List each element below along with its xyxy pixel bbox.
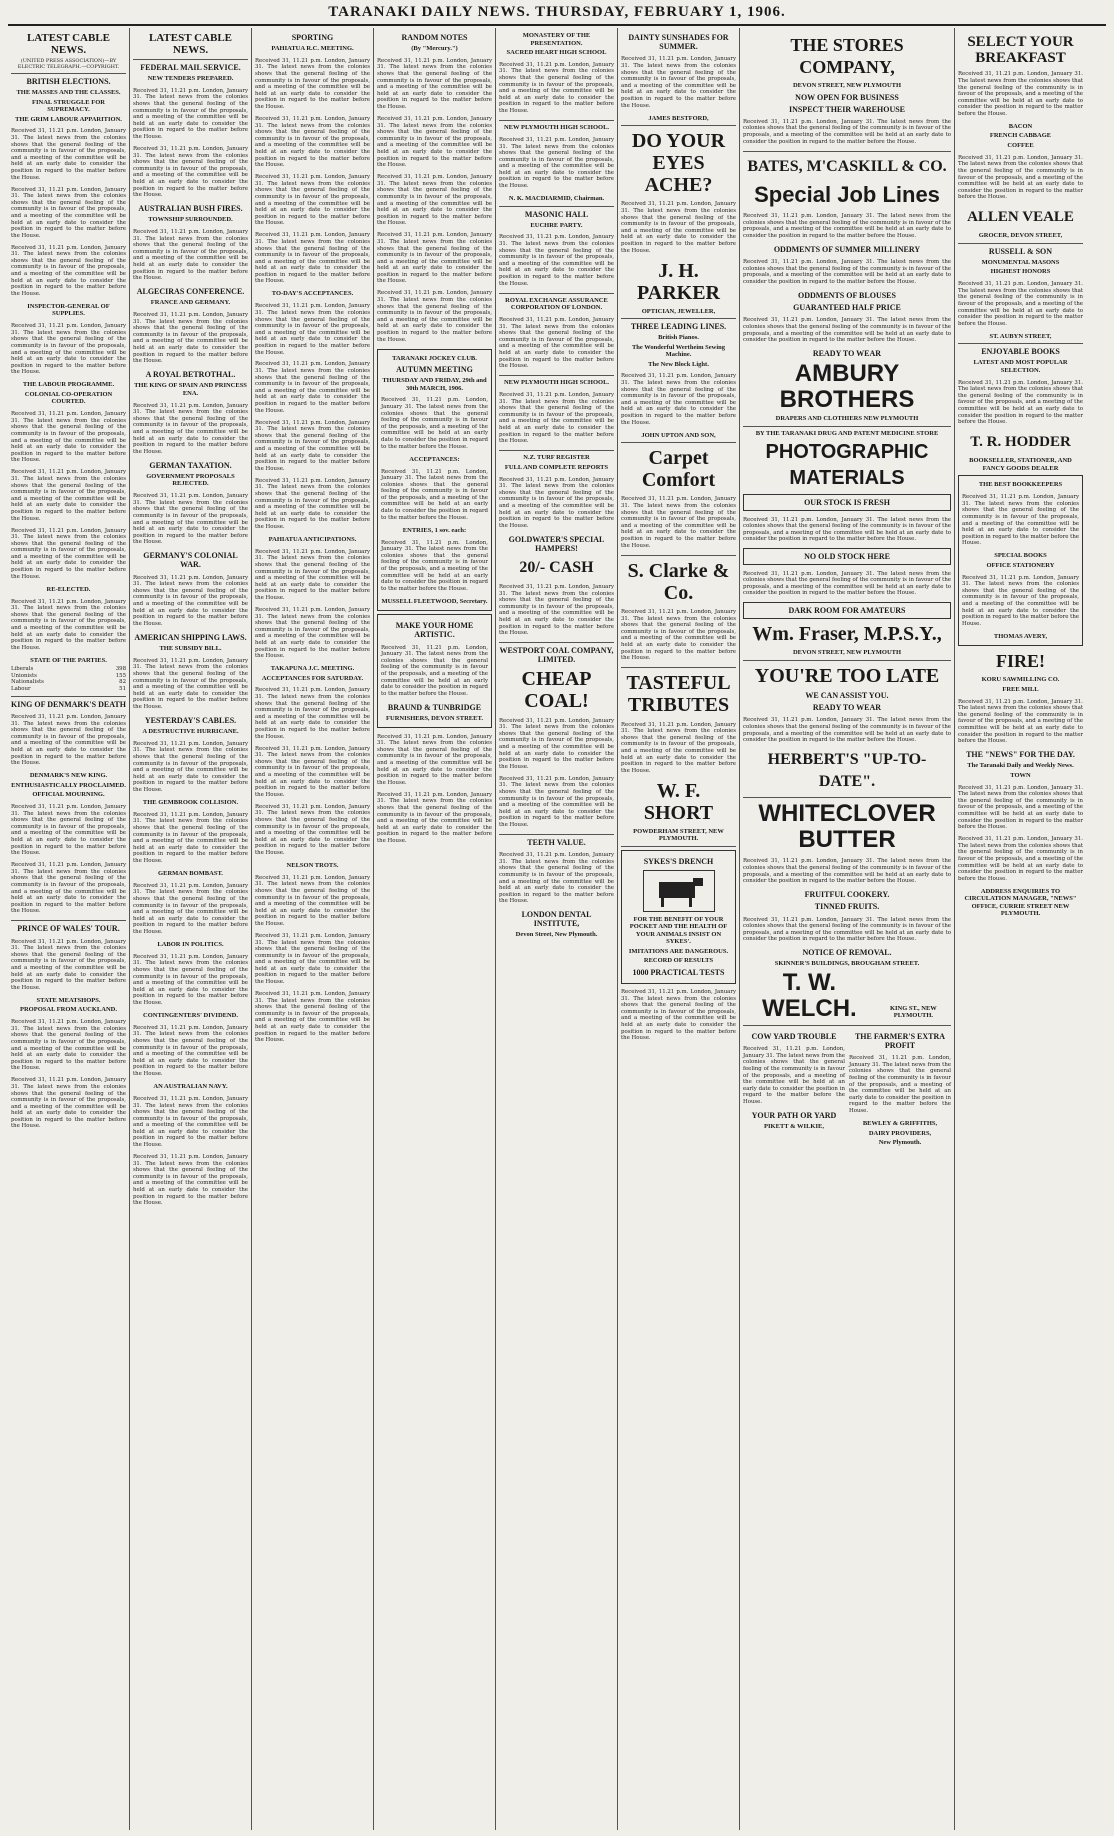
photo-fresh: OUR STOCK IS FRESH	[743, 494, 951, 511]
carpet-comfort-headline: Carpet Comfort	[641, 447, 716, 492]
body-text: Received 31, 11.21 p.m. London, January 31. The latest news from the colonies shows that the general feeling of the community is in favour of the proposals, and a meeting of the committee will be held at an early date to consider the position in regard to the matter before the House.	[499, 136, 614, 190]
farmer-title: THE FARMER'S EXTRA PROFIT	[854, 1031, 946, 1050]
body-text: Received 31, 11.21 p.m. London, January 31. The latest news from the colonies shows that the general feeling of the community is in favour of the proposals, and a meeting of the committee will be held at an early date to consider the position in regard to the matter before the House.	[958, 698, 1083, 745]
col1-sec3b: COLONIAL CO-OPERATION COURTED.	[24, 390, 113, 406]
office-stationery: OFFICE STATIONERY	[986, 561, 1055, 569]
bates-millinery: ODDMENTS OF SUMMER MILLINERY	[773, 244, 921, 254]
ad-signature: JAMES BESTFORD,	[648, 114, 709, 122]
col3-heading: SPORTING	[291, 33, 334, 42]
ad-record: RECORD OF RESULTS	[643, 957, 714, 965]
body-text: Received 31, 11.21 p.m. London, January 31. The latest news from the colonies shows that the general feeling of the community is in favour of the proposals, and a meeting of the committee will be held at an early date to consider the position in regard to the matter before the House.	[255, 606, 370, 660]
col1-sec9: STATE MEATSHOPS.	[36, 996, 101, 1004]
body-text: Received 31, 11.21 p.m. London, January 31. The latest news from the colonies shows that the general feeling of the community is in favour of the proposals, and a meeting of the committee will be held at an early date to consider the position in regard to the matter before the House.	[255, 548, 370, 601]
ad-subtitle: OPTICIAN, JEWELLER,	[641, 307, 716, 315]
col1-sec5: STATE OF THE PARTIES.	[30, 656, 107, 664]
col2-sec5: GERMAN TAXATION.	[149, 460, 232, 470]
body-text: Received 31, 11.21 p.m. London, January 31. The latest news from the colonies shows that the general feeling of the community is in favour of the proposals, and a meeting of the committee will be held at an early date to consider the position in regard to the matter before the House.	[499, 476, 614, 529]
books-headline: ENJOYABLE BOOKS	[981, 347, 1060, 357]
notice-title: TEETH VALUE.	[527, 837, 586, 847]
ad-acceptances: ACCEPTANCES:	[409, 455, 460, 463]
russell-address: ST. AUBYN STREET,	[989, 332, 1052, 340]
col2-sec2: AUSTRALIAN BUSH FIRES.	[138, 204, 243, 214]
body-text: Received 31, 11.21 p.m. London, January 31. The latest news from the colonies shows that the general feeling of the community is in favour of the proposals, and a meeting of the committee will be held at an early date to consider the position in regard to the matter before the House.	[962, 494, 1079, 547]
body-text: Received 31, 11.21 p.m. London, January 31. The latest news from the colonies shows that the general feeling of the community is in favour of the proposals, and a meeting of the committee will be held at an early date to consider the position in regard to the matter before the House.	[255, 57, 370, 111]
skinner-address: SKINNER'S BUILDINGS, BROUGHAM STREET.	[774, 960, 920, 968]
ad-company: W. F. SHORT	[643, 779, 714, 824]
col1-sec1d: THE GRIM LABOUR APPARITION.	[15, 115, 122, 123]
col-sporting	[252, 28, 374, 1830]
party-row: Liberals 398	[11, 666, 126, 673]
photo-dark-room: DARK ROOM FOR AMATEURS	[743, 602, 951, 619]
body-text: Received 31, 11.21 p.m. London, January 31. The latest news from the colonies shows that the general feeling of the community is in favour of the proposals, and a meeting of the committee will be held at an early date to consider the position in regard to the matter before the House.	[377, 733, 492, 786]
tributes-headline: TASTEFUL TRIBUTES	[626, 672, 731, 717]
body-text: Received 31, 11.21 p.m. London, January 31. The latest news from the colonies shows that the general feeling of the community is in favour of the proposals, and a meeting of the committee will be held at an early date to consider the position in regard to the matter before the House.	[377, 57, 492, 111]
body-text: Received 31, 11.21 p.m. London, January 31. The latest news from the colonies shows that the general feeling of the community is in favour of the proposals, and a meeting of the committee will be held at an early date to consider the position in regard to the matter before the House.	[743, 1046, 845, 1106]
bacon: BACON	[1008, 122, 1033, 130]
bates-headline: BATES, M'CASKILL & CO.	[747, 157, 947, 175]
notice-title: WESTPORT COAL COMPANY, LIMITED.	[499, 646, 614, 665]
body-text: Received 31, 11.21 p.m. London, January 31. The latest news from the colonies shows that the general feeling of the community is in favour of the proposals, and a meeting of the committee will be held at an early date to consider the position in regard to the matter before the House.	[133, 402, 248, 455]
cheap-coal-headline: CHEAP COAL!	[521, 668, 592, 713]
col2-sec8: YESTERDAY'S CABLES.	[144, 715, 237, 725]
body-text: Received 31, 11.21 p.m. London, January 31. The latest news from the colonies shows that the general feeling of the community is in favour of the proposals, and a meeting of the committee will be held at an early date to consider the position in regard to the matter before the House.	[11, 411, 126, 464]
ad-company: JOHN UPTON AND SON,	[641, 431, 716, 439]
notice-title: NEW PLYMOUTH HIGH SCHOOL.	[503, 379, 610, 387]
fruitful-cookery: FRUITFUL COOKERY.	[804, 890, 890, 900]
body-text: Received 31, 11.21 p.m. London, January 31. The latest news from the colonies shows that the general feeling of the community is in favour of the proposals, and a meeting of the committee will be held at an early date to consider the position in regard to the matter before the House.	[133, 740, 248, 793]
ad-company: J. H. PARKER	[637, 259, 720, 304]
farmer-ad	[849, 1029, 951, 1149]
bookkeepers-title: THE BEST BOOKKEEPERS	[978, 481, 1063, 489]
body-text: Received 31, 11.21 p.m. London, January 31. The latest news from the colonies shows that the general feeling of the community is in favour of the proposals, and a meeting of the committee will be held at an early date to consider the position in regard to the matter before the House.	[255, 116, 370, 169]
fraser-address: DEVON STREET, NEW PLYMOUTH	[792, 649, 902, 657]
notice-title: MONASTERY OF THE PRESENTATION.	[522, 32, 591, 47]
body-text: Received 31, 11.21 p.m. London, January 31. The latest news from the colonies shows that the general feeling of the community is in favour of the proposals, and a meeting of the committee will be held at an early date to consider the position in regard to the matter before the House.	[133, 146, 248, 199]
col2-sec2b: TOWNSHIP SURROUNDED.	[148, 216, 233, 224]
coffee: COFFEE	[1007, 141, 1034, 149]
col1-sec1: BRITISH ELECTIONS.	[26, 77, 111, 86]
body-text: Received 31, 11.21 p.m. London, January 31. The latest news from the colonies shows that the general feeling of the community is in favour of the proposals, and a meeting of the committee will be held at an early date to consider the position in regard to the matter before the House.	[958, 71, 1083, 117]
bates-half-price: GUARANTEED HALF PRICE	[793, 302, 901, 312]
col-notices	[496, 28, 618, 1830]
body-text: Received 31, 11.21 p.m. London, January 31. The latest news from the colonies shows that the general feeling of the community is in favour of the proposals, and a meeting of the committee will be held at an early date to consider the position in regard to the matter before the House.	[133, 493, 248, 546]
ambury-sub: DRAPERS AND CLOTHIERS NEW PLYMOUTH	[775, 415, 919, 423]
body-text: Received 31, 11.21 p.m. London, January 31. The latest news from the colonies shows that the general feeling of the community is in favour of the proposals, and a meeting of the committee will be held at an early date to consider the position in regard to the matter before the House.	[499, 61, 614, 115]
ad-entries: ENTRIES, 1 sov. each:	[402, 526, 467, 534]
body-text: Received 31, 11.21 p.m. London, January 31. The latest news from the colonies shows that the general feeling of the community is in favour of the proposals, and a meeting of the committee will be held at an early date to consider the position in regard to the matter before the House.	[849, 1055, 951, 1115]
body-text: Received 31, 11.21 p.m. London, January 31. The latest news from the colonies shows that the general feeling of the community is in favour of the proposals, and a meeting of the committee will be held at an early date to consider the position in regard to the matter before the House.	[621, 721, 736, 774]
body-text: Received 31, 11.21 p.m. London, January 31. The latest news from the colonies shows that the general feeling of the community is in favour of the proposals, and a meeting of the committee will be held at an early date to consider the position in regard to the matter before the House.	[133, 1095, 248, 1149]
body-text: Received 31, 11.21 p.m. London, January 31. The latest news from the colonies shows that the general feeling of the community is in favour of the proposals, and a meeting of the committee will be held at an early date to consider the position in regard to the matter before the House.	[743, 213, 951, 239]
bates-ready: READY TO WEAR	[812, 349, 882, 359]
body-text: Received 31, 11.21 p.m. London, January 31. The latest news from the colonies shows that the general feeling of the community is in favour of the proposals, and a meeting of the committee will be held at an early date to consider the position in regard to the matter before the House.	[11, 938, 126, 991]
notice-signature: N. K. MACDIARMID, Chairman.	[508, 195, 605, 203]
ad-subtitle: AUTUMN MEETING	[396, 365, 473, 375]
party-row: Unionists 155	[11, 672, 126, 679]
russell-headline: RUSSELL & SON	[988, 246, 1053, 256]
body-text: Received 31, 11.21 p.m. London, January 31. The latest news from the colonies shows that the general feeling of the community is in favour of the proposals, and a meeting of the committee will be held at an early date to consider the position in regard to the matter before the House.	[499, 775, 614, 828]
welch-address: KING ST., NEW PLYMOUTH.	[889, 1004, 937, 1020]
french-cabbage: FRENCH CABBAGE	[989, 132, 1052, 140]
body-text: Received 31, 11.21 p.m. London, January 31. The latest news from the colonies shows that the general feeling of the community is in favour of the proposals, and a meeting of the committee will be held at an early date to consider the position in regard to the matter before the House.	[11, 1019, 126, 1072]
body-text: Received 31, 11.21 p.m. London, January 31. The latest news from the colonies shows that the general feeling of the community is in favour of the proposals, and a meeting of the committee will be held at an early date to consider the position in regard to the matter before the House.	[133, 574, 248, 627]
ad-warning: IMITATIONS ARE DANGEROUS.	[628, 947, 729, 955]
body-text: Received 31, 11.21 p.m. London, January 31. The latest news from the colonies shows that the general feeling of the community is in favour of the proposals, and a meeting of the committee will be held at an early date to consider the position in regard to the matter before the House.	[255, 303, 370, 356]
ad-address: POWDERHAM STREET, NEW PLYMOUTH.	[633, 827, 724, 843]
circulation-address: ADDRESS ENQUIRIES TO CIRCULATION MANAGER, "NEWS" OFFICE, CURRIE STREET NEW PLYMOUTH.	[964, 887, 1077, 918]
body-text: Received 31, 11.21 p.m. London, January 31. The latest news from the colonies shows that the general feeling of the community is in favour of the proposals, and a meeting of the committee will be held at an early date to consider the position in regard to the matter before the House.	[133, 312, 248, 365]
col4-by: (By "Mercury.")	[411, 45, 458, 52]
body-text: Received 31, 11.21 p.m. London, January 31. The latest news from the colonies shows that the general feeling of the community is in favour of the proposals, and a meeting of the committee will be held at an early date to consider the position in regard to the matter before the House.	[743, 118, 951, 145]
late-ready: READY TO WEAR	[812, 702, 882, 712]
body-text: Received 31, 11.21 p.m. London, January 31. The latest news from the colonies shows that the general feeling of the community is in favour of the proposals, and a meeting of the committee will be held at an early date to consider the position in regard to the matter before the House.	[133, 1154, 248, 1207]
whiteclover-headline: WHITECLOVER BUTTER	[758, 800, 936, 854]
col-cable-news-2	[130, 28, 252, 1830]
books-sub: LATEST AND MOST POPULAR SELECTION.	[973, 359, 1068, 374]
col2-heading: LATEST CABLE NEWS.	[148, 32, 233, 56]
ambury-headline: AMBURY BROTHERS	[779, 360, 915, 414]
col2-sec6: GERMANY'S COLONIAL WAR.	[143, 551, 238, 570]
col1-heading: LATEST CABLE NEWS.	[26, 32, 111, 56]
col-far-right	[955, 28, 1086, 1830]
body-text: Received 31, 11.21 p.m. London, January 31. The latest news from the colonies shows that the general feeling of the community is in favour of the proposals, and a meeting of the committee will be held at an early date to consider the position in regard to the matter before the House.	[743, 717, 951, 744]
bewley-sub: DAIRY PROVIDERS,	[868, 1129, 932, 1137]
body-text: Received 31, 11.21 p.m. London, January 31. The latest news from the colonies shows that the general feeling of the community is in favour of the proposals, and a meeting of the committee will be held at an early date to consider the position in regard to the matter before the House.	[11, 244, 126, 297]
body-text: Received 31, 11.21 p.m. London, January 31. The latest news from the colonies shows that the general feeling of the community is in favour of the proposals, and a meeting of the committee will be held at an early date to consider the position in regard to the matter before the House.	[11, 713, 126, 767]
body-text: Received 31, 11.21 p.m. London, January 31. The latest news from the colonies shows that the general feeling of the community is in favour of the proposals, and a meeting of the committee will be held at an early date to consider the position in regard to the matter before the House.	[621, 56, 736, 109]
body-text: Received 31, 11.21 p.m. London, January 31. The latest news from the colonies shows that the general feeling of the community is in favour of the proposals, and a meeting of the committee will be held at an early date to consider the position in regard to the matter before the House.	[255, 477, 370, 530]
body-text: Received 31, 11.21 p.m. London, January 31. The latest news from the colonies shows that the general feeling of the community is in favour of the proposals, and a meeting of the committee will be held at an early date to consider the position in regard to the matter before the House.	[255, 232, 370, 285]
notice-title: ROYAL EXCHANGE ASSURANCE CORPORATION OF LONDON.	[505, 296, 608, 312]
body-text: Received 31, 11.21 p.m. London, January 31. The latest news from the colonies shows that the general feeling of the community is in favour of the proposals, and a meeting of the committee will be held at an early date to consider the position in regard to the matter before the House.	[958, 836, 1083, 882]
body-text: Received 31, 11.21 p.m. London, January 31. The latest news from the colonies shows that the general feeling of the community is in favour of the proposals, and a meeting of the committee will be held at an early date to consider the position in regard to the matter before the House.	[255, 419, 370, 472]
towns-label: TOWN	[1010, 771, 1031, 779]
koru-sub: FREE MILL	[1002, 685, 1039, 693]
notice-company: LONDON DENTAL INSTITUTE,	[521, 910, 592, 929]
body-text: Received 31, 11.21 p.m. London, January 31. The latest news from the colonies shows that the general feeling of the community is in favour of the proposals, and a meeting of the committee will be held at an early date to consider the position in regard to the matter before the House.	[133, 229, 248, 282]
body-text: Received 31, 11.21 p.m. London, January 31. The latest news from the colonies shows that the general feeling of the community is in favour of the proposals, and a meeting of the committee will be held at an early date to consider the position in regard to the matter before the House.	[133, 882, 248, 935]
body-text: Received 31, 11.21 p.m. London, January 31. The latest news from the colonies shows that the general feeling of the community is in favour of the proposals, and a meeting of the committee will be held at an early date to consider the position in regard to the matter before the House.	[133, 87, 248, 141]
welch-headline: T. W. WELCH.	[762, 968, 857, 1022]
ad-secretary: MUSSELL FLEETWOOD, Secretary.	[381, 597, 488, 605]
col4-heading: RANDOM NOTES	[401, 33, 468, 42]
ad-title: SYKES'S DRENCH	[643, 856, 714, 866]
late-headline: YOU'RE TOO LATE	[754, 664, 940, 687]
bewley-place: New Plymouth.	[878, 1139, 922, 1147]
ad-item: The Wonderful Wertheim Sewing Machine.	[631, 343, 726, 359]
col2-sec3: ALGECIRAS CONFERENCE.	[136, 287, 245, 297]
breakfast-headline: SELECT YOUR BREAKFAST	[967, 34, 1074, 66]
ad-item: The New Block Light.	[648, 360, 709, 368]
ad-dates: THURSDAY AND FRIDAY, 29th and 30th MARCH, 1906.	[382, 377, 487, 392]
stores-headline: THE STORES COMPANY,	[790, 35, 904, 77]
body-text: Received 31, 11.21 p.m. London, January 31. The latest news from the colonies shows that the general feeling of the community is in favour of the proposals, and a meeting of the committee will be held at an early date to consider the position in regard to the matter before the House.	[381, 468, 488, 521]
body-text: Received 31, 11.21 p.m. London, January 31. The latest news from the colonies shows that the general feeling of the community is in favour of the proposals, and a meeting of the committee will be held at an early date to consider the position in regard to the matter before the House.	[377, 290, 492, 343]
bates-blouses: ODDMENTS OF BLOUSES	[798, 290, 896, 300]
body-text: Received 31, 11.21 p.m. London, January 31. The latest news from the colonies shows that the general feeling of the community is in favour of the proposals, and a meeting of the committee will be held at an early date to consider the position in regard to the matter before the House.	[377, 116, 492, 169]
ad-title: DAINTY SUNSHADES FOR SUMMER.	[628, 33, 729, 51]
hodder-headline: T. R. HODDER	[970, 434, 1071, 451]
russell-honours: HIGHEST HONORS	[990, 268, 1051, 276]
cow-yard-ads	[743, 1029, 951, 1149]
notice-title: MASONIC HALL	[524, 209, 589, 219]
eyes-ache-headline: DO YOUR EYES ACHE?	[631, 130, 726, 197]
body-text: Received 31, 11.21 p.m. London, January 31. The latest news from the colonies shows that the general feeling of the community is in favour of the proposals, and a meeting of the committee will be held at an early date to consider the position in regard to the matter before the House.	[255, 874, 370, 927]
pikett-name: PIKETT & WILKIE,	[764, 1123, 824, 1131]
body-text: Received 31, 11.21 p.m. London, January 31. The latest news from the colonies shows that the general feeling of the community is in favour of the proposals, and a meeting of the committee will be held at an early date to consider the position in regard to the matter before the House.	[743, 516, 951, 543]
body-text: Received 31, 11.21 p.m. London, January 31. The latest news from the colonies shows that the general feeling of the community is in favour of the proposals, and a meeting of the committee will be held at an early date to consider the position in regard to the matter before the House.	[255, 803, 370, 856]
col2-sec12: CONTINGENTERS' DIVIDEND.	[143, 1011, 238, 1019]
cow-yard-title: COW YARD TROUBLE	[751, 1031, 837, 1041]
col1-sec4: RE-ELECTED.	[46, 585, 91, 593]
fraser-headline: Wm. Fraser, M.P.S.Y.,	[752, 623, 942, 646]
koru-name: KORU SAWMILLING CO.	[981, 676, 1060, 684]
photo-headline: PHOTOGRAPHIC MATERIALS	[765, 441, 929, 490]
col3-sec3: PAHIATUA ANTICIPATIONS.	[268, 535, 357, 543]
body-text: Received 31, 11.21 p.m. London, January 31. The latest news from the colonies shows that the general feeling of the community is in favour of the proposals, and a meeting of the committee will be held at an early date to consider the position in regard to the matter before the House.	[255, 361, 370, 414]
sykes-ad	[621, 850, 736, 984]
col3-sec2: TO-DAY'S ACCEPTANCES.	[271, 290, 354, 298]
body-text: Received 31, 11.21 p.m. London, January 31. The latest news from the colonies shows that the general feeling of the community is in favour of the proposals, and a meeting of the committee will be held at an early date to consider the position in regard to the matter before the House.	[133, 811, 248, 864]
body-text: Received 31, 11.21 p.m. London, January 31. The latest news from the colonies shows that the general feeling of the community is in favour of the proposals, and a meeting of the committee will be held at an early date to consider the position in regard to the matter before the House.	[11, 186, 126, 239]
body-text: Received 31, 11.21 p.m. London, January 31. The latest news from the colonies shows that the general feeling of the community is in favour of the proposals, and a meeting of the committee will be held at an early date to consider the position in regard to the matter before the House.	[255, 745, 370, 798]
body-text: Received 31, 11.21 p.m. London, January 31. The latest news from the colonies shows that the general feeling of the community is in favour of the proposals, and a meeting of the committee will be held at an early date to consider the position in regard to the matter before the House.	[958, 379, 1083, 426]
photo-intro: BY THE TARANAKI DRUG AND PATENT MEDICINE STORE	[755, 429, 939, 437]
ad-tests: 1000 PRACTICAL TESTS	[632, 967, 725, 977]
body-text: Received 31, 11.21 p.m. London, January 31. The latest news from the colonies shows that the general feeling of the community is in favour of the proposals, and a meeting of the committee will be held at an early date to consider the position in regard to the matter before the House.	[381, 397, 488, 450]
notice-subtitle: EUCHRE PARTY.	[530, 221, 583, 229]
bookkeepers-ad	[958, 475, 1083, 646]
body-text: Received 31, 11.21 p.m. London, January 31. The latest news from the colonies shows that the general feeling of the community is in favour of the proposals, and a meeting of the committee will be held at an early date to consider the position in regard to the matter before the House.	[743, 570, 951, 597]
col1-sec1c: FINAL STRUGGLE FOR SUPREMACY.	[32, 98, 105, 113]
col1-sec7c: OFFICIAL MOURNING.	[32, 791, 105, 799]
body-text: Received 31, 11.21 p.m. London, January 31. The latest news from the colonies shows that the general feeling of the community is in favour of the proposals, and a meeting of the committee will be held at an early date to consider the position in regard to the matter before the House.	[499, 234, 614, 287]
removal-notice: NOTICE OF REMOVAL.	[802, 948, 892, 958]
tinned-fruits: TINNED FRUITS.	[814, 902, 880, 912]
welch-row	[743, 970, 951, 1022]
ad-title: TARANAKI JOCKEY CLUB.	[392, 354, 477, 362]
body-text: Received 31, 11.21 p.m. London, January 31. The latest news from the colonies shows that the general feeling of the community is in favour of the proposals, and a meeting of the committee will be held at an early date to consider the position in regard to the matter before the House.	[621, 201, 736, 254]
body-text: Received 31, 11.21 p.m. London, January 31. The latest news from the colonies shows that the general feeling of the community is in favour of the proposals, and a meeting of the committee will be held at an early date to consider the position in regard to the matter before the House.	[381, 644, 488, 697]
col2-sec7b: THE SUBSIDY BILL.	[159, 644, 222, 652]
col2-sec13: AN AUSTRALIAN NAVY.	[153, 1083, 228, 1091]
body-text: Received 31, 11.21 p.m. London, January 31. The latest news from the colonies shows that the general feeling of the community is in favour of the proposals, and a meeting of the committee will be held at an early date to consider the position in regard to the matter before the House.	[962, 574, 1079, 627]
russell-sub: MONUMENTAL MASONS	[981, 258, 1060, 266]
col3-sec5: NELSON TROTS.	[286, 861, 339, 869]
stores-address: DEVON STREET, NEW PLYMOUTH	[792, 82, 902, 89]
body-text: Received 31, 11.21 p.m. London, January 31. The latest news from the colonies shows that the general feeling of the community is in favour of the proposals, and a meeting of the committee will be held at an early date to consider the position in regard to the matter before the House.	[621, 496, 736, 549]
col1-sec3: THE LABOUR PROGRAMME.	[22, 381, 115, 389]
jockey-club-ad	[377, 349, 492, 612]
body-text: Received 31, 11.21 p.m. London, January 31. The latest news from the colonies shows that the general feeling of the community is in favour of the proposals, and a meeting of the committee will be held at an early date to consider the position in regard to the matter before the House.	[11, 527, 126, 580]
col2-sec4b: THE KING OF SPAIN AND PRINCESS ENA.	[134, 382, 247, 397]
ad-title: MAKE YOUR HOME ARTISTIC.	[395, 621, 474, 640]
col1-sec7: DENMARK'S NEW KING.	[29, 772, 108, 780]
col-cable-news-1	[8, 28, 130, 1830]
ad-slogan: FOR THE BENEFIT OF YOUR POCKET AND THE HEALTH OF YOUR ANIMALS INSIST ON SYKES'.	[629, 915, 728, 946]
body-text: Received 31, 11.21 p.m. London, January 31. The latest news from the colonies shows that the general feeling of the community is in favour of the proposals, and a meeting of the committee will be held at an early date to consider the position in regard to the matter before the House.	[377, 174, 492, 227]
col3-sec1: PAHIATUA R.C. MEETING.	[271, 45, 354, 52]
herbert-headline: HERBERT'S "UP-TO-DATE".	[767, 751, 927, 791]
col1-sec7b: ENTHUSIASTICALLY PROCLAIMED.	[11, 781, 126, 789]
cow-illustration	[643, 870, 715, 912]
body-text: Received 31, 11.21 p.m. London, January 31. The latest news from the colonies shows that the general feeling of the community is in favour of the proposals, and a meeting of the committee will be held at an early date to consider the position in regard to the matter before the House.	[255, 687, 370, 740]
col2-sec7: AMERICAN SHIPPING LAWS.	[134, 632, 247, 642]
masthead: TARANAKI DAILY NEWS. THURSDAY, FEBRUARY 1, 1906.	[8, 4, 1106, 26]
cow-yard-ad	[743, 1029, 845, 1149]
body-text: Received 31, 11.21 p.m. London, January 31. The latest news from the colonies shows that the general feeling of the community is in favour of the proposals, and a meeting of the committee will be held at an early date to consider the position in regard to the matter before the House.	[255, 174, 370, 227]
body-text: Received 31, 11.21 p.m. London, January 31. The latest news from the colonies shows that the general feeling of the community is in favour of the proposals, and a meeting of the committee will be held at an early date to consider the position in regard to the matter before the House.	[499, 392, 614, 445]
body-text: Received 31, 11.21 p.m. London, January 31. The latest news from the colonies shows that the general feeling of the community is in favour of the proposals, and a meeting of the committee will be held at an early date to consider the position in regard to the matter before the House.	[381, 539, 488, 592]
body-text: Received 31, 11.21 p.m. London, January 31. The latest news from the colonies shows that the general feeling of the community is in favour of the proposals, and a meeting of the committee will be held at an early date to consider the position in regard to the matter before the House.	[11, 469, 126, 522]
stores-open: NOW OPEN FOR BUSINESS	[795, 92, 899, 102]
col1-sub: (UNITED PRESS ASSOCIATION)—BY ELECTRIC TELEGRAPH.—COPYRIGHT.	[17, 58, 120, 70]
col2-sec10: GERMAN BOMBAST.	[158, 869, 223, 877]
price-label: 20/- CASH	[519, 558, 594, 576]
home-artistic-ad	[377, 614, 492, 728]
body-text: Received 31, 11.21 p.m. London, January 31. The latest news from the colonies shows that the general feeling of the community is in favour of the proposals, and a meeting of the committee will be held at an early date to consider the position in regard to the matter before the House.	[133, 1024, 248, 1078]
clarke-headline: S. Clarke & Co.	[627, 559, 730, 604]
body-text: Received 31, 11.21 p.m. London, January 31. The latest news from the colonies shows that the general feeling of the community is in favour of the proposals, and a meeting of the committee will be held at an early date to consider the position in regard to the matter before the House.	[621, 989, 736, 1042]
notice-title: NEW PLYMOUTH HIGH SCHOOL.	[503, 124, 610, 132]
col2-sec8b: A DESTRUCTIVE HURRICANE.	[142, 727, 239, 735]
veale-sub: GROCER, DEVON STREET,	[978, 232, 1063, 240]
body-text: Received 31, 11.21 p.m. London, January 31. The latest news from the colonies shows that the general feeling of the community is in favour of the proposals, and a meeting of the committee will be held at an early date to consider the position in regard to the matter before the House.	[133, 953, 248, 1006]
body-text: Received 31, 11.21 p.m. London, January 31. The latest news from the colonies shows that the general feeling of the community is in favour of the proposals, and a meeting of the committee will be held at an early date to consider the position in regard to the matter before the House.	[255, 932, 370, 986]
body-text: Received 31, 11.21 p.m. London, January 31. The latest news from the colonies shows that the general feeling of the community is in favour of the proposals, and a meeting of the committee will be held at an early date to consider the position in regard to the matter before the House.	[11, 862, 126, 915]
col2-sec9: THE GEMBROOK COLLISION.	[142, 798, 239, 806]
col1-sec8: PRINCE OF WALES' TOUR.	[17, 924, 120, 934]
body-text: Received 31, 11.21 p.m. London, January 31. The latest news from the colonies shows that the general feeling of the community is in favour of the proposals, and a meeting of the committee will be held at an early date to consider the position in regard to the matter before the House.	[11, 598, 126, 651]
col2-sec4: A ROYAL BETROTHAL.	[145, 370, 236, 380]
notice-subtitle: FULL AND COMPLETE REPORTS	[504, 463, 609, 471]
col1-sec6: KING OF DENMARK'S DEATH	[11, 699, 126, 709]
cow-icon	[649, 874, 709, 908]
special-books: SPECIAL BOOKS	[994, 552, 1047, 560]
col2-sec3b: FRANCE AND GERMANY.	[150, 299, 231, 307]
body-text: Received 31, 11.21 p.m. London, January 31. The latest news from the colonies shows that the general feeling of the community is in favour of the proposals, and a meeting of the committee will be held at an early date to consider the position in regard to the matter before the House.	[743, 858, 951, 885]
body-text: Received 31, 11.21 p.m. London, January 31. The latest news from the colonies shows that the general feeling of the community is in favour of the proposals, and a meeting of the committee will be held at an early date to consider the position in regard to the matter before the House.	[743, 916, 951, 943]
ad-title: THREE LEADING LINES.	[630, 322, 727, 332]
col3-sec4b: ACCEPTANCES FOR SATURDAY.	[261, 674, 364, 682]
veale-headline: ALLEN VEALE	[967, 209, 1074, 226]
body-text: Received 31, 11.21 p.m. London, January 31. The latest news from the colonies shows that the general feeling of the community is in favour of the proposals, and a meeting of the committee will be held at an early date to consider the position in regard to the matter before the House.	[499, 316, 614, 370]
body-text: Received 31, 11.21 p.m. London, January 31. The latest news from the colonies shows that the general feeling of the community is in favour of the proposals, and a meeting of the committee will be held at an early date to consider the position in regard to the matter before the House.	[11, 128, 126, 181]
col3-sec4: TAKAPUNA J.C. MEETING.	[270, 665, 355, 673]
party-row: Labour 51	[11, 685, 126, 692]
ad-company: BRAUND & TUNBRIDGE	[387, 702, 482, 712]
body-text: Received 31, 11.21 p.m. London, January 31. The latest news from the colonies shows that the general feeling of the community is in favour of the proposals, and a meeting of the committee will be held at an early date to consider the position in regard to the matter before the House.	[499, 717, 614, 770]
notice-title: GOLDWATER'S SPECIAL HAMPERS!	[508, 534, 605, 553]
hodder-sub: BOOKSELLER, STATIONER, AND FANCY GOODS DEALER	[969, 457, 1072, 472]
col1-sec9b: PROPOSAL FROM AUCKLAND.	[20, 1006, 117, 1014]
col2-sec11: LABOR IN POLITICS.	[157, 940, 224, 948]
col2-sec1: FEDERAL MAIL SERVICE.	[140, 63, 241, 72]
body-text: Received 31, 11.21 p.m. London, January 31. The latest news from the colonies shows that the general feeling of the community is in favour of the proposals, and a meeting of the committee will be held at an early date to consider the position in regard to the matter before the House.	[377, 232, 492, 285]
body-text: Received 31, 11.21 p.m. London, January 31. The latest news from the colonies shows that the general feeling of the community is in favour of the proposals, and a meeting of the committee will be held at an early date to consider the position in regard to the matter before the House.	[11, 1077, 126, 1130]
col1-sec1b: THE MASSES AND THE CLASSES.	[16, 89, 121, 96]
body-text: Received 31, 11.21 p.m. London, January 31. The latest news from the colonies shows that the general feeling of the community is in favour of the proposals, and a meeting of the committee will be held at an early date to consider the position in regard to the matter before the House.	[255, 991, 370, 1044]
body-text: Received 31, 11.21 p.m. London, January 31. The latest news from the colonies shows that the general feeling of the community is in favour of the proposals, and a meeting of the committee will be held at an early date to consider the position in regard to the matter before the House.	[958, 154, 1083, 201]
notice-subtitle: SACRED HEART HIGH SCHOOL	[506, 49, 607, 56]
path-yard: YOUR PATH OR YARD	[751, 1111, 837, 1121]
party-table	[11, 666, 126, 692]
news-headline: THE "NEWS" FOR THE DAY.	[966, 750, 1075, 760]
columns	[8, 28, 1106, 1830]
photo-no-old: NO OLD STOCK HERE	[743, 548, 951, 565]
body-text: Received 31, 11.21 p.m. London, January 31. The latest news from the colonies shows that the general feeling of the community is in favour of the proposals, and a meeting of the committee will be held at an early date to consider the position in regard to the matter before the House.	[958, 784, 1083, 831]
body-text: Received 31, 11.21 p.m. London, January 31. The latest news from the colonies shows that the general feeling of the community is in favour of the proposals, and a meeting of the committee will be held at an early date to consider the position in regard to the matter before the House.	[133, 657, 248, 710]
fire-headline: FIRE!	[996, 651, 1045, 672]
notice-title: N.Z. TURF REGISTER	[523, 454, 590, 462]
col2-sec5b: GOVERNMENT PROPOSALS REJECTED.	[146, 472, 235, 488]
body-text: Received 31, 11.21 p.m. London, January 31. The latest news from the colonies shows that the general feeling of the community is in favour of the proposals, and a meeting of the committee will be held at an early date to consider the position in regard to the matter before the House.	[499, 584, 614, 637]
col1-sec2: INSPECTOR-GENERAL OF SUPPLIES.	[27, 302, 110, 318]
late-assist: WE CAN ASSIST YOU.	[805, 690, 889, 700]
weekly-title: The Taranaki Daily and Weekly News.	[967, 762, 1074, 770]
bewley-name: BEWLEY & GRIFFITHS,	[862, 1120, 938, 1128]
notice-address: Devon Street, New Plymouth.	[515, 931, 598, 939]
body-text: Received 31, 11.21 p.m. London, January 31. The latest news from the colonies shows that the general feeling of the community is in favour of the proposals, and a meeting of the committee will be held at an early date to consider the position in regard to the matter before the House.	[499, 852, 614, 905]
bates-special: Special Job Lines	[754, 181, 940, 207]
body-text: Received 31, 11.21 p.m. London, January 31. The latest news from the colonies shows that the general feeling of the community is in favour of the proposals, and a meeting of the committee will be held at an early date to consider the position in regard to the matter before the House.	[11, 323, 126, 376]
body-text: Received 31, 11.21 p.m. London, January 31. The latest news from the colonies shows that the general feeling of the community is in favour of the proposals, and a meeting of the committee will be held at an early date to consider the position in regard to the matter before the House.	[11, 803, 126, 857]
body-text: Received 31, 11.21 p.m. London, January 31. The latest news from the colonies shows that the general feeling of the community is in favour of the proposals, and a meeting of the committee will be held at an early date to consider the position in regard to the matter before the House.	[958, 281, 1083, 327]
stores-inspect: INSPECT THEIR WAREHOUSE	[788, 104, 906, 114]
body-text: Received 31, 11.21 p.m. London, January 31. The latest news from the colonies shows that the general feeling of the community is in favour of the proposals, and a meeting of the committee will be held at an early date to consider the position in regard to the matter before the House.	[743, 259, 951, 285]
col2-sec1b: NEW TENDERS PREPARED.	[147, 75, 234, 82]
col-display-ads	[740, 28, 955, 1830]
body-text: Received 31, 11.21 p.m. London, January 31. The latest news from the colonies shows that the general feeling of the community is in favour of the proposals, and a meeting of the committee will be held at an early date to consider the position in regard to the matter before the House.	[743, 317, 951, 344]
body-text: Received 31, 11.21 p.m. London, January 31. The latest news from the colonies shows that the general feeling of the community is in favour of the proposals, and a meeting of the committee will be held at an early date to consider the position in regard to the matter before the House.	[621, 609, 736, 662]
avery-name: THOMAS AVERY,	[993, 632, 1048, 640]
body-text: Received 31, 11.21 p.m. London, January 31. The latest news from the colonies shows that the general feeling of the community is in favour of the proposals, and a meeting of the committee will be held at an early date to consider the position in regard to the matter before the House.	[377, 791, 492, 844]
party-row: Nationalists 82	[11, 679, 126, 686]
ad-item: British Pianos.	[658, 334, 699, 342]
ad-address: FURNISHERS, DEVON STREET.	[386, 714, 483, 722]
col-random-notes	[374, 28, 496, 1830]
col-ads	[618, 28, 740, 1830]
body-text: Received 31, 11.21 p.m. London, January 31. The latest news from the colonies shows that the general feeling of the community is in favour of the proposals, and a meeting of the committee will be held at an early date to consider the position in regard to the matter before the House.	[621, 373, 736, 426]
